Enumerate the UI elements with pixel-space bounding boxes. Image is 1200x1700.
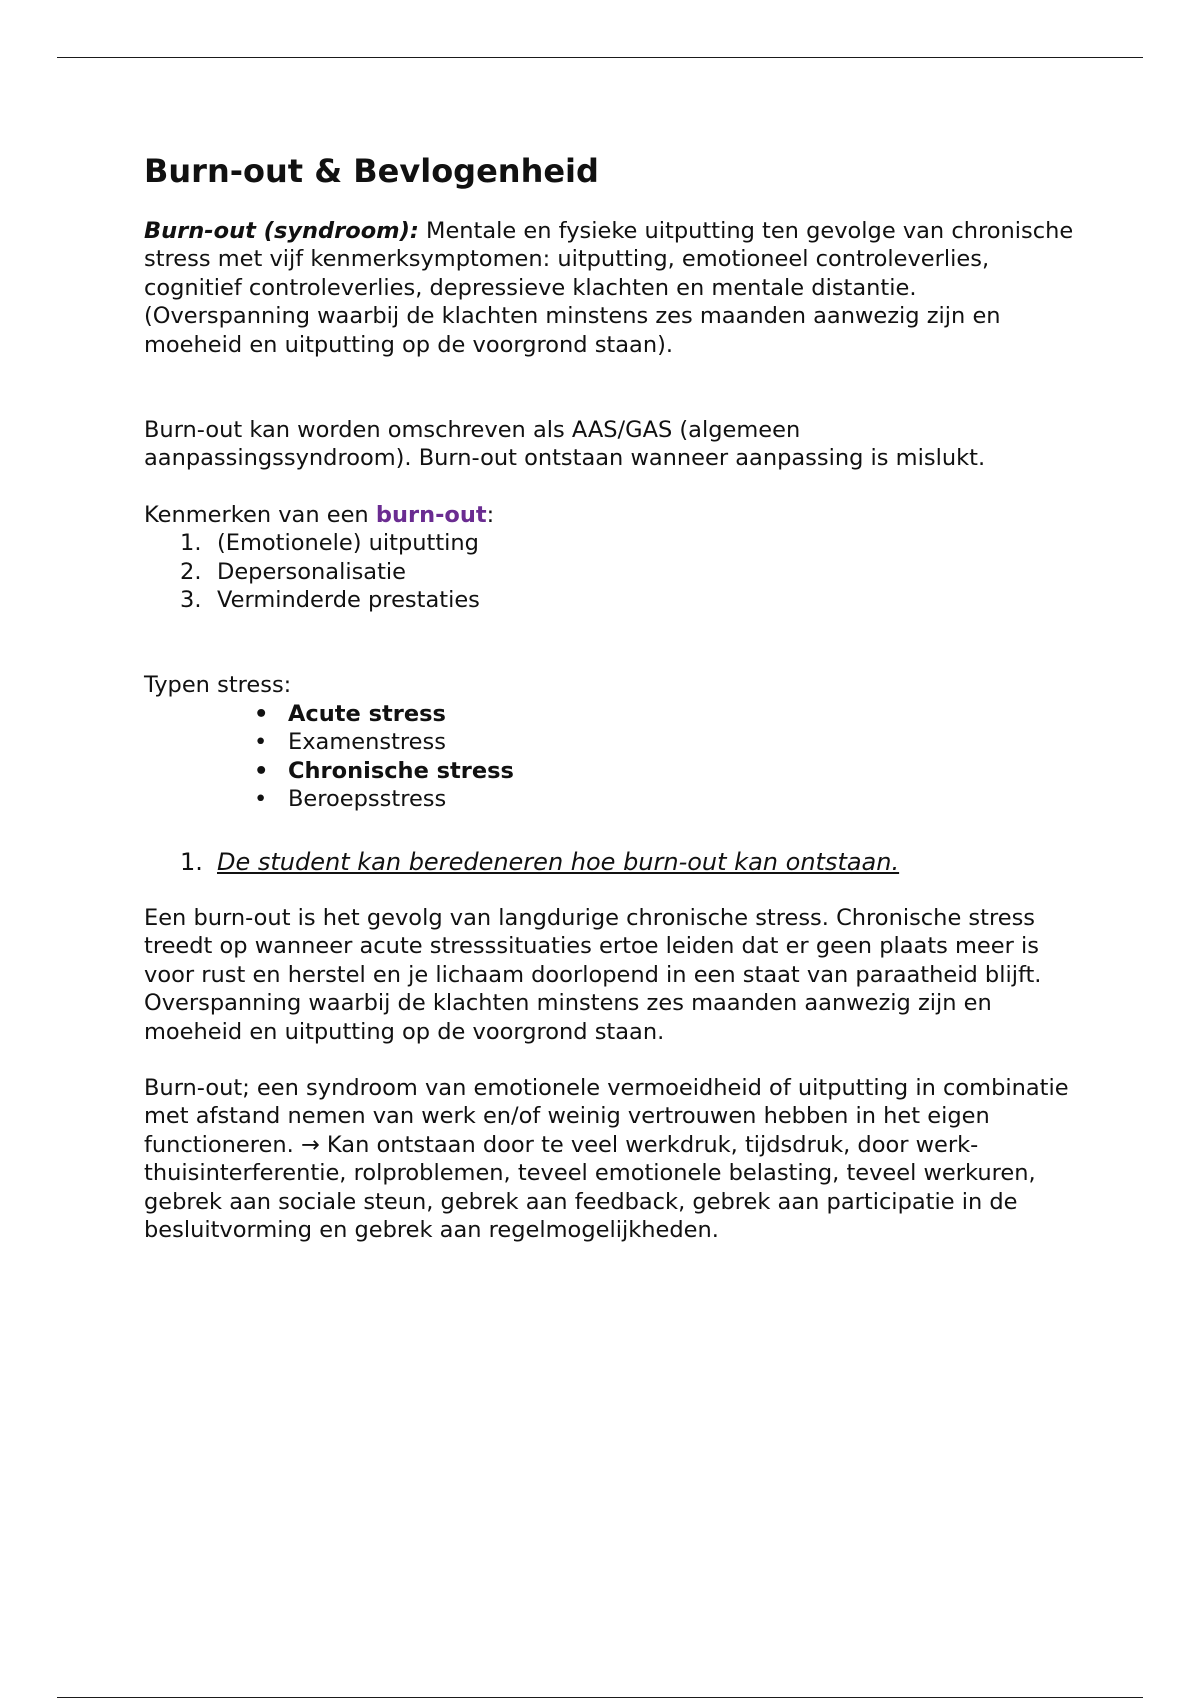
kenmerken-suffix: :: [486, 501, 495, 528]
list-item-number: 3.: [180, 587, 202, 614]
list-item: [144, 728, 1074, 756]
learning-objective: [144, 848, 1074, 876]
bullet-icon: •: [254, 729, 268, 756]
aas-paragraph: Burn-out kan worden omschreven als AAS/GAS (algemeen aanpassingssyndroom). Burn-out ontstaan wanneer aanpassing is mislukt.: [144, 417, 986, 472]
syndrome-paragraph: Burn-out; een syndroom van emotionele vermoeidheid of uitputting in combinatie met afstand nemen van werk en/of weinig vertrouwen hebben in het eigen functioneren. → Kan ontstaan door te veel werkdruk, tijdsdruk, door werk-thuisinterferentie, rolproblemen, teveel emotionele belasting, teveel werkuren, gebrek aan sociale steun, gebrek aan feedback, gebrek aan participatie in de besluitvorming en gebrek aan regelmogelijkheden.: [144, 1074, 1069, 1243]
list-item: [144, 700, 1074, 728]
definition-text: Mentale en fysieke uitputting ten gevolge van chronische stress met vijf kenmerksymptomen: uitputting, emotioneel controleverlies, cognitief controleverlies, depressieve klachten en mentale distantie. (Overspanning waarbij de klachten minstens zes maanden aanwezig zijn en moeheid en uitputting op de voorgrond staan).: [144, 218, 1074, 358]
document-body: [144, 150, 1074, 1244]
bullet-icon: •: [254, 786, 268, 813]
list-item-text: Beroepsstress: [288, 786, 447, 813]
list-item-number: 1.: [180, 530, 202, 557]
kenmerken-highlight: burn-out: [375, 501, 487, 528]
typen-list: [144, 700, 1074, 814]
list-item-number: 2.: [180, 558, 202, 585]
list-item: [144, 529, 1074, 557]
bullet-icon: •: [254, 757, 269, 784]
list-item: [144, 586, 1074, 614]
list-item: [144, 558, 1074, 586]
typen-label: Typen stress:: [144, 672, 292, 699]
bottom-divider: [57, 1697, 1143, 1698]
definition-term: Burn-out (syndroom):: [144, 218, 419, 244]
definition-paragraph: [144, 217, 1074, 359]
objective-text: De student kan beredeneren hoe burn-out kan ontstaan.: [217, 847, 900, 876]
chronic-stress-paragraph: Een burn-out is het gevolg van langdurige chronische stress. Chronische stress treedt op wanneer acute stresssituaties ertoe leiden dat er geen plaats meer is voor rust en herstel en je lichaam doorlopend in een staat van paraatheid blijft. Overspanning waarbij de klachten minstens zes maanden aanwezig zijn en moeheid en uitputting op de voorgrond staan.: [144, 904, 1042, 1045]
objective-number: 1.: [180, 847, 203, 876]
list-item-text: Depersonalisatie: [217, 558, 407, 585]
list-item: [144, 757, 1074, 785]
list-item-text: Chronische stress: [288, 757, 514, 784]
list-item-text: Verminderde prestaties: [217, 587, 480, 614]
kenmerken-label: [144, 501, 1074, 529]
kenmerken-list: [144, 529, 1074, 614]
bullet-icon: •: [254, 700, 269, 727]
list-item-text: Examenstress: [288, 729, 446, 756]
list-item: [144, 785, 1074, 813]
top-divider: [57, 57, 1143, 58]
document-title: Burn-out & Bevlogenheid: [144, 152, 599, 190]
list-item-text: Acute stress: [288, 700, 446, 727]
kenmerken-prefix: Kenmerken van een: [144, 501, 376, 528]
list-item-text: (Emotionele) uitputting: [217, 530, 479, 557]
